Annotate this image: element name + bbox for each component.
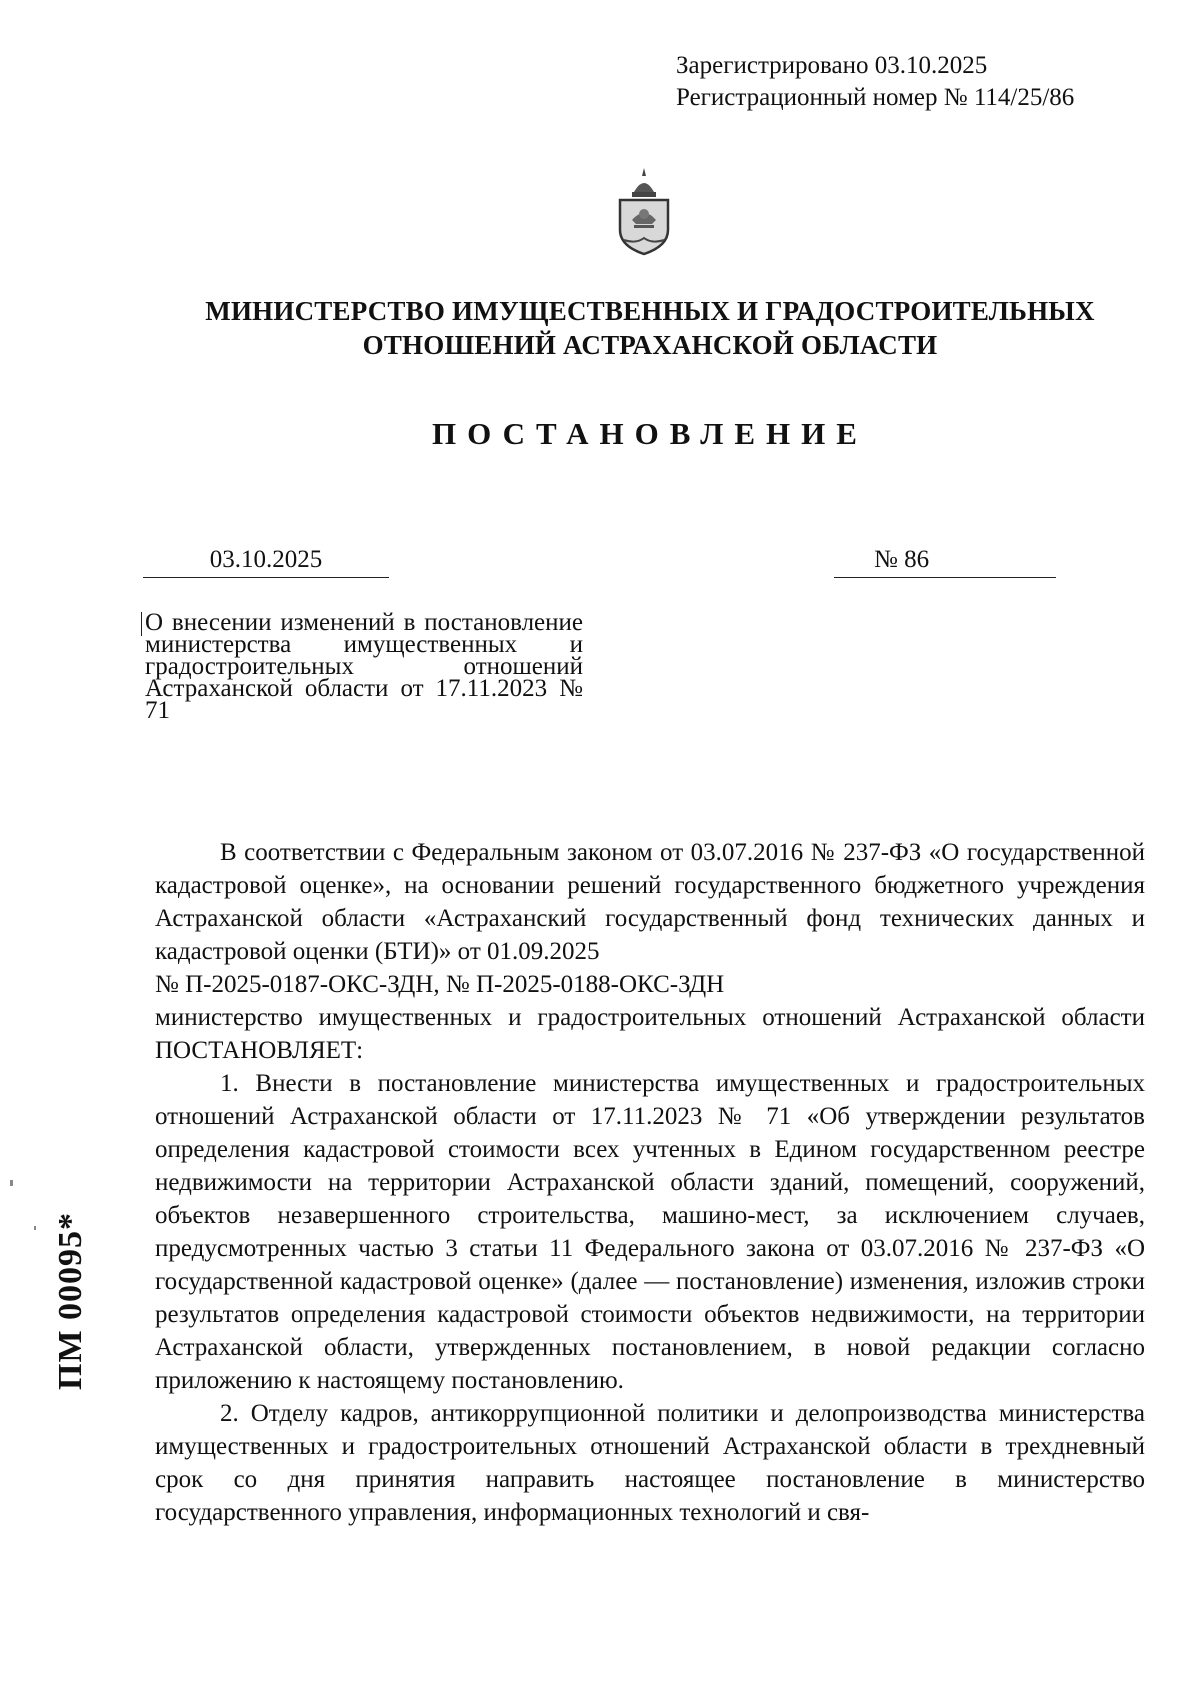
coat-of-arms-icon xyxy=(612,166,676,262)
subject-bracket xyxy=(141,612,148,636)
scan-speck xyxy=(34,1226,36,1230)
document-date: 03.10.2025 xyxy=(143,545,389,578)
registration-date: Зарегистрировано 03.10.2025 xyxy=(676,52,988,79)
registration-number: Регистрационный номер № 114/25/86 xyxy=(676,84,1075,111)
paragraph-decision-numbers: № П-2025-0187-ОКС-ЗДН, № П-2025-0188-ОКС-ЗДН xyxy=(155,971,725,998)
document-number: № 86 xyxy=(874,546,930,573)
document-body xyxy=(155,836,1145,1529)
document-type-title: ПОСТАНОВЛЕНИЕ xyxy=(432,416,868,451)
ministry-heading xyxy=(100,294,1200,362)
registration-block xyxy=(676,50,1074,114)
side-stamp: ПМ 00095* xyxy=(52,1211,89,1390)
scan-speck xyxy=(10,1180,13,1186)
subject-text: О внесении изменений в постановление министерства имущественных и градостроительных отношений Астраханской области от 17.11.2023 № 71 xyxy=(145,609,583,724)
paragraph-resolves: министерство имущественных и градостроительных отношений Астраханской области ПОСТАНОВЛЯЕТ: xyxy=(155,1004,1145,1064)
paragraph-item-2: 2. Отделу кадров, антикоррупционной политики и делопроизводства министерства имущественных и градостроительных отношений Астраханской области в трехдневный срок со дня принятия направить настоящее постановление в министерство государственного управления, информационных технологий и свя- xyxy=(155,1400,1145,1526)
ministry-line-2: ОТНОШЕНИЙ АСТРАХАНСКОЙ ОБЛАСТИ xyxy=(362,330,938,360)
ministry-line-1: МИНИСТЕРСТВО ИМУЩЕСТВЕННЫХ И ГРАДОСТРОИТЕЛЬНЫХ xyxy=(205,296,1095,326)
document-subject xyxy=(145,609,583,724)
paragraph-preamble: В соответствии с Федеральным законом от 03.07.2016 № 237-ФЗ «О государственной кадастровой оценке», на основании решений государственного бюджетного учреждения Астраханской области «Астраханский государственный фонд технических данных и кадастровой оценки (БТИ)» от 01.09.2025 xyxy=(155,839,1145,965)
document-number-field xyxy=(834,545,1056,578)
paragraph-item-1: 1. Внести в постановление министерства имущественных и градостроительных отношений Астраханской области от 17.11.2023 № 71 «Об утверждении результатов определения кадастровой стоимости всех учтенных в Едином государственном реестре недвижимости на территории Астраханской области зданий, помещений, сооружений, объектов незавершенного строительства, машино-мест, за исключением случаев, предусмотренных частью 3 статьи 11 Федерального закона от 03.07.2016 № 237-ФЗ «О государственной кадастровой оценке» (далее — постановление) изменения, изложив строки результатов определения кадастровой стоимости объектов недвижимости, на территории Астраханской области, утвержденных постановлением, в новой редакции согласно приложению к настоящему постановлению. xyxy=(155,1070,1145,1394)
